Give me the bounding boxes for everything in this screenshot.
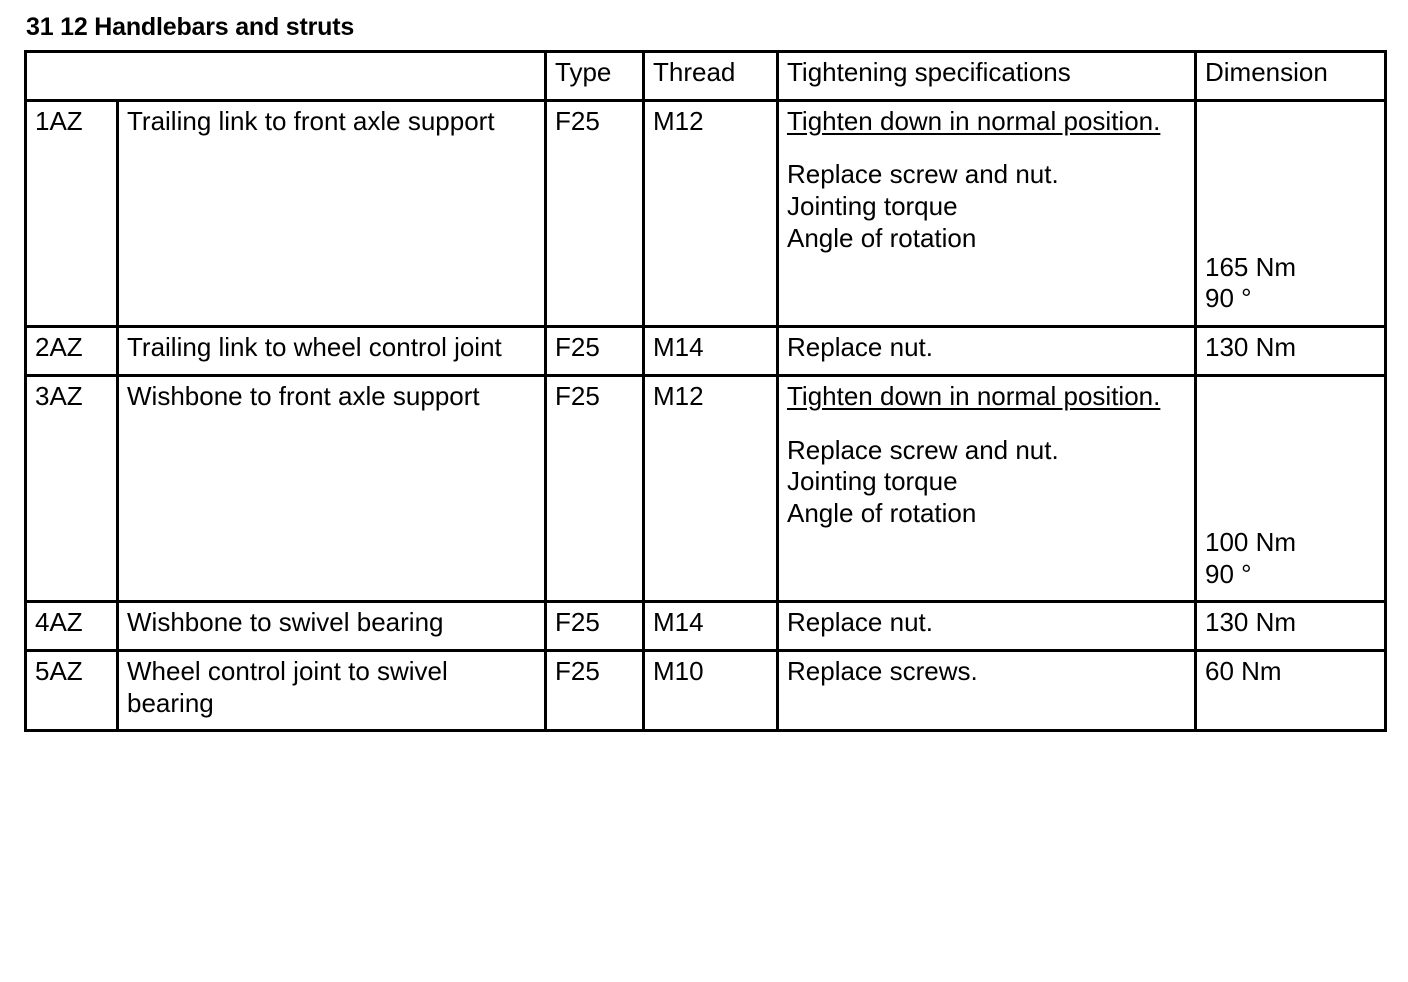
spec-line-note: Tighten down in normal position. [787,380,1161,411]
row-dimension [1196,651,1386,731]
spec-line-note: Tighten down in normal position. [787,105,1161,136]
row-description: Trailing link to front axle support [118,100,546,326]
dimension-value-angle: 90 ° [1205,558,1252,589]
row-dimension [1196,602,1386,651]
column-header-type: Type [546,52,644,101]
row-description: Wheel control joint to swivel bearing [118,651,546,731]
spec-line-replace: Replace nut. [787,607,933,638]
spec-line-replace: Replace screw and nut. [787,159,1059,190]
row-thread: M12 [644,375,778,601]
table-row [26,375,1386,601]
row-type: F25 [546,651,644,731]
spec-line-angle-of-rotation: Angle of rotation [787,498,977,529]
row-description: Wishbone to front axle support [118,375,546,601]
row-type: F25 [546,327,644,376]
table-row [26,100,1386,326]
spec-line-replace: Replace nut. [787,332,933,363]
column-header-dimension: Dimension [1196,52,1386,101]
spec-line-jointing-torque: Jointing torque [787,466,958,497]
row-description: Wishbone to swivel bearing [118,602,546,651]
row-type: F25 [546,602,644,651]
row-dimension [1196,327,1386,376]
row-thread: M14 [644,327,778,376]
table-row [26,602,1386,651]
row-dimension [1196,100,1386,326]
dimension-value-torque: 130 Nm [1205,607,1297,638]
table-body [26,100,1386,731]
row-tightening-specifications [778,327,1196,376]
row-id: 1AZ [26,100,118,326]
row-type: F25 [546,375,644,601]
dimension-value-angle: 90 ° [1205,283,1252,314]
dimension-value-torque: 100 Nm [1205,526,1297,557]
row-tightening-specifications [778,602,1196,651]
row-thread: M12 [644,100,778,326]
column-header-thread: Thread [644,52,778,101]
row-id: 2AZ [26,327,118,376]
row-thread: M10 [644,651,778,731]
column-header-tightening-specifications: Tightening specifications [778,52,1196,101]
row-thread: M14 [644,602,778,651]
spec-line-angle-of-rotation: Angle of rotation [787,222,977,253]
row-tightening-specifications [778,375,1196,601]
spec-line-replace: Replace screws. [787,656,978,687]
table-header [26,52,1386,101]
page-title: 31 12 Handlebars and struts [26,13,355,41]
dimension-value-torque: 165 Nm [1205,251,1297,282]
row-id: 5AZ [26,651,118,731]
row-type: F25 [546,100,644,326]
row-tightening-specifications [778,100,1196,326]
column-header-blank [26,52,546,101]
table-header-row [26,52,1386,101]
spec-line-jointing-torque: Jointing torque [787,191,958,222]
torque-specification-table [24,50,1387,732]
row-dimension [1196,375,1386,601]
spec-line-replace: Replace screw and nut. [787,434,1059,465]
row-description: Trailing link to wheel control joint [118,327,546,376]
table-row [26,327,1386,376]
dimension-value-torque: 130 Nm [1205,332,1297,363]
row-tightening-specifications [778,651,1196,731]
row-id: 4AZ [26,602,118,651]
table-row [26,651,1386,731]
dimension-value-torque: 60 Nm [1205,656,1282,687]
row-id: 3AZ [26,375,118,601]
